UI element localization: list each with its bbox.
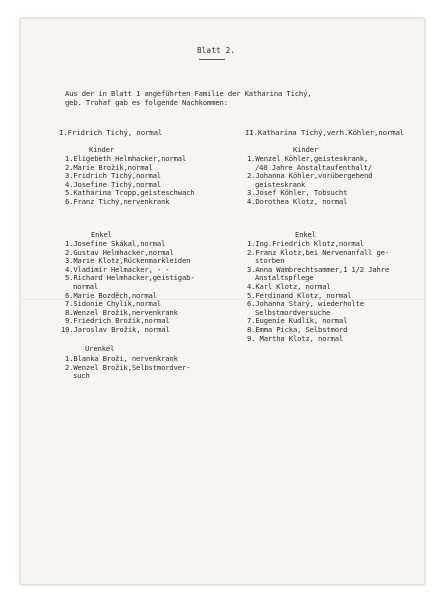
- page-title: Blatt 2.: [197, 46, 236, 55]
- right-enkel-label: Enkel: [295, 230, 316, 239]
- list-item: 4.Josefine Tichý,normal: [65, 179, 162, 189]
- list-item: 8.Emma Picka, Selbstmord: [247, 324, 348, 334]
- left-kinder-list: [65, 155, 195, 207]
- list-item-continuation: Anstaltspflege: [255, 273, 314, 283]
- list-item: 9. Martha Klotz, normal: [247, 333, 344, 343]
- right-kinder-list: [247, 155, 372, 207]
- list-item: 6.Johanna Starý, wiederholte: [247, 299, 364, 309]
- list-item: 1.Blanka Broži, nervenkrank: [65, 354, 178, 363]
- list-item: 4.Dorothea Klotz, normal: [247, 196, 348, 206]
- list-item-continuation: normal: [73, 281, 99, 291]
- list-item: 7.Sidonie Chylík,normal: [65, 299, 162, 309]
- list-item-continuation: /40 Jahre Anstaltaufenthalt/: [255, 162, 372, 172]
- left-urenkel-list: [65, 355, 190, 381]
- right-branch-heading: II.Katharina Tichý,verh.Köhler,normal: [245, 128, 405, 137]
- list-item: 5.Richard Helmhacker,geistigab-: [65, 273, 195, 283]
- list-item: 3.Anna Wambrechtsammer,1 1/2 Jahre: [247, 264, 390, 274]
- list-item: 5.Katharina Tropp,geisteschwach: [65, 188, 195, 198]
- list-item-continuation: such: [73, 371, 90, 381]
- list-item: 2.Wenzel Brožik,Selbstmordver-: [65, 362, 191, 372]
- right-kinder-label: Kinder: [293, 145, 319, 154]
- intro-line: geb. Trohaf gab es folgende Nachkommen:: [65, 97, 228, 107]
- list-item: 2.Johanna Köhler,vorübergehend: [247, 171, 373, 181]
- left-urenkel-label: Urenkel: [85, 344, 115, 353]
- list-item: 2.Marie Brožik,normal: [65, 162, 153, 172]
- list-item: 2.Gustav Helmhacker,normal: [65, 247, 174, 257]
- intro-line: Aus der in Blatt 1 angeführten Familie der Katharina Tichý,: [65, 89, 312, 98]
- list-item-continuation: Selbstmordversuche: [255, 307, 331, 317]
- list-item: 7.Eugenie Kudlík, normal: [247, 316, 348, 326]
- left-branch-heading: I.Fridrich Tichý, normal: [59, 128, 163, 137]
- list-item: 4.Vladimír Helmacker, - -: [65, 264, 170, 274]
- intro-paragraph: [65, 90, 311, 107]
- list-item: 4.Karl Klotz, normal: [247, 281, 331, 291]
- left-kinder-label: Kinder: [89, 145, 115, 154]
- list-item: 2.Franz Klotz,bei Nervenanfall ge-: [247, 247, 390, 257]
- left-enkel-list: [61, 239, 195, 335]
- title-underline: [199, 59, 225, 60]
- list-item: 1.Wenzel Köhler,geisteskrank,: [247, 154, 369, 163]
- left-enkel-label: Enkel: [91, 230, 112, 239]
- list-item: 6.Marie Bozděch,normal: [65, 290, 157, 300]
- list-item: 6.Franz Tichý,nervenkrank: [65, 196, 170, 206]
- list-item: 1.Eligebeth Helmhacker,normal: [65, 154, 187, 163]
- document-page: [20, 18, 425, 585]
- list-item: 3.Josef Köhler, Tobsucht: [247, 188, 348, 198]
- list-item: 3.Marie Klotz,Rückenmarkleiden: [65, 256, 191, 266]
- right-enkel-list: [247, 240, 389, 343]
- list-item: 9.Friedrich Brožik,normal: [65, 316, 170, 326]
- list-item: 3.Fridrich Tichý,normal: [65, 171, 162, 181]
- list-item: 8.Wenzel Brožik,nervenkrank: [65, 307, 178, 317]
- list-item: 1.Ing.Friedrich Klotz,normal: [247, 239, 364, 248]
- list-item: 1.Josefine Skákal,normal: [65, 239, 166, 248]
- list-item: 10.Jaroslav Brožik, normal: [61, 324, 170, 334]
- list-item-continuation: storben: [255, 256, 285, 266]
- list-item: 5.Ferdinand Klotz, normal: [247, 290, 352, 300]
- list-item-continuation: geisteskrank: [255, 179, 306, 189]
